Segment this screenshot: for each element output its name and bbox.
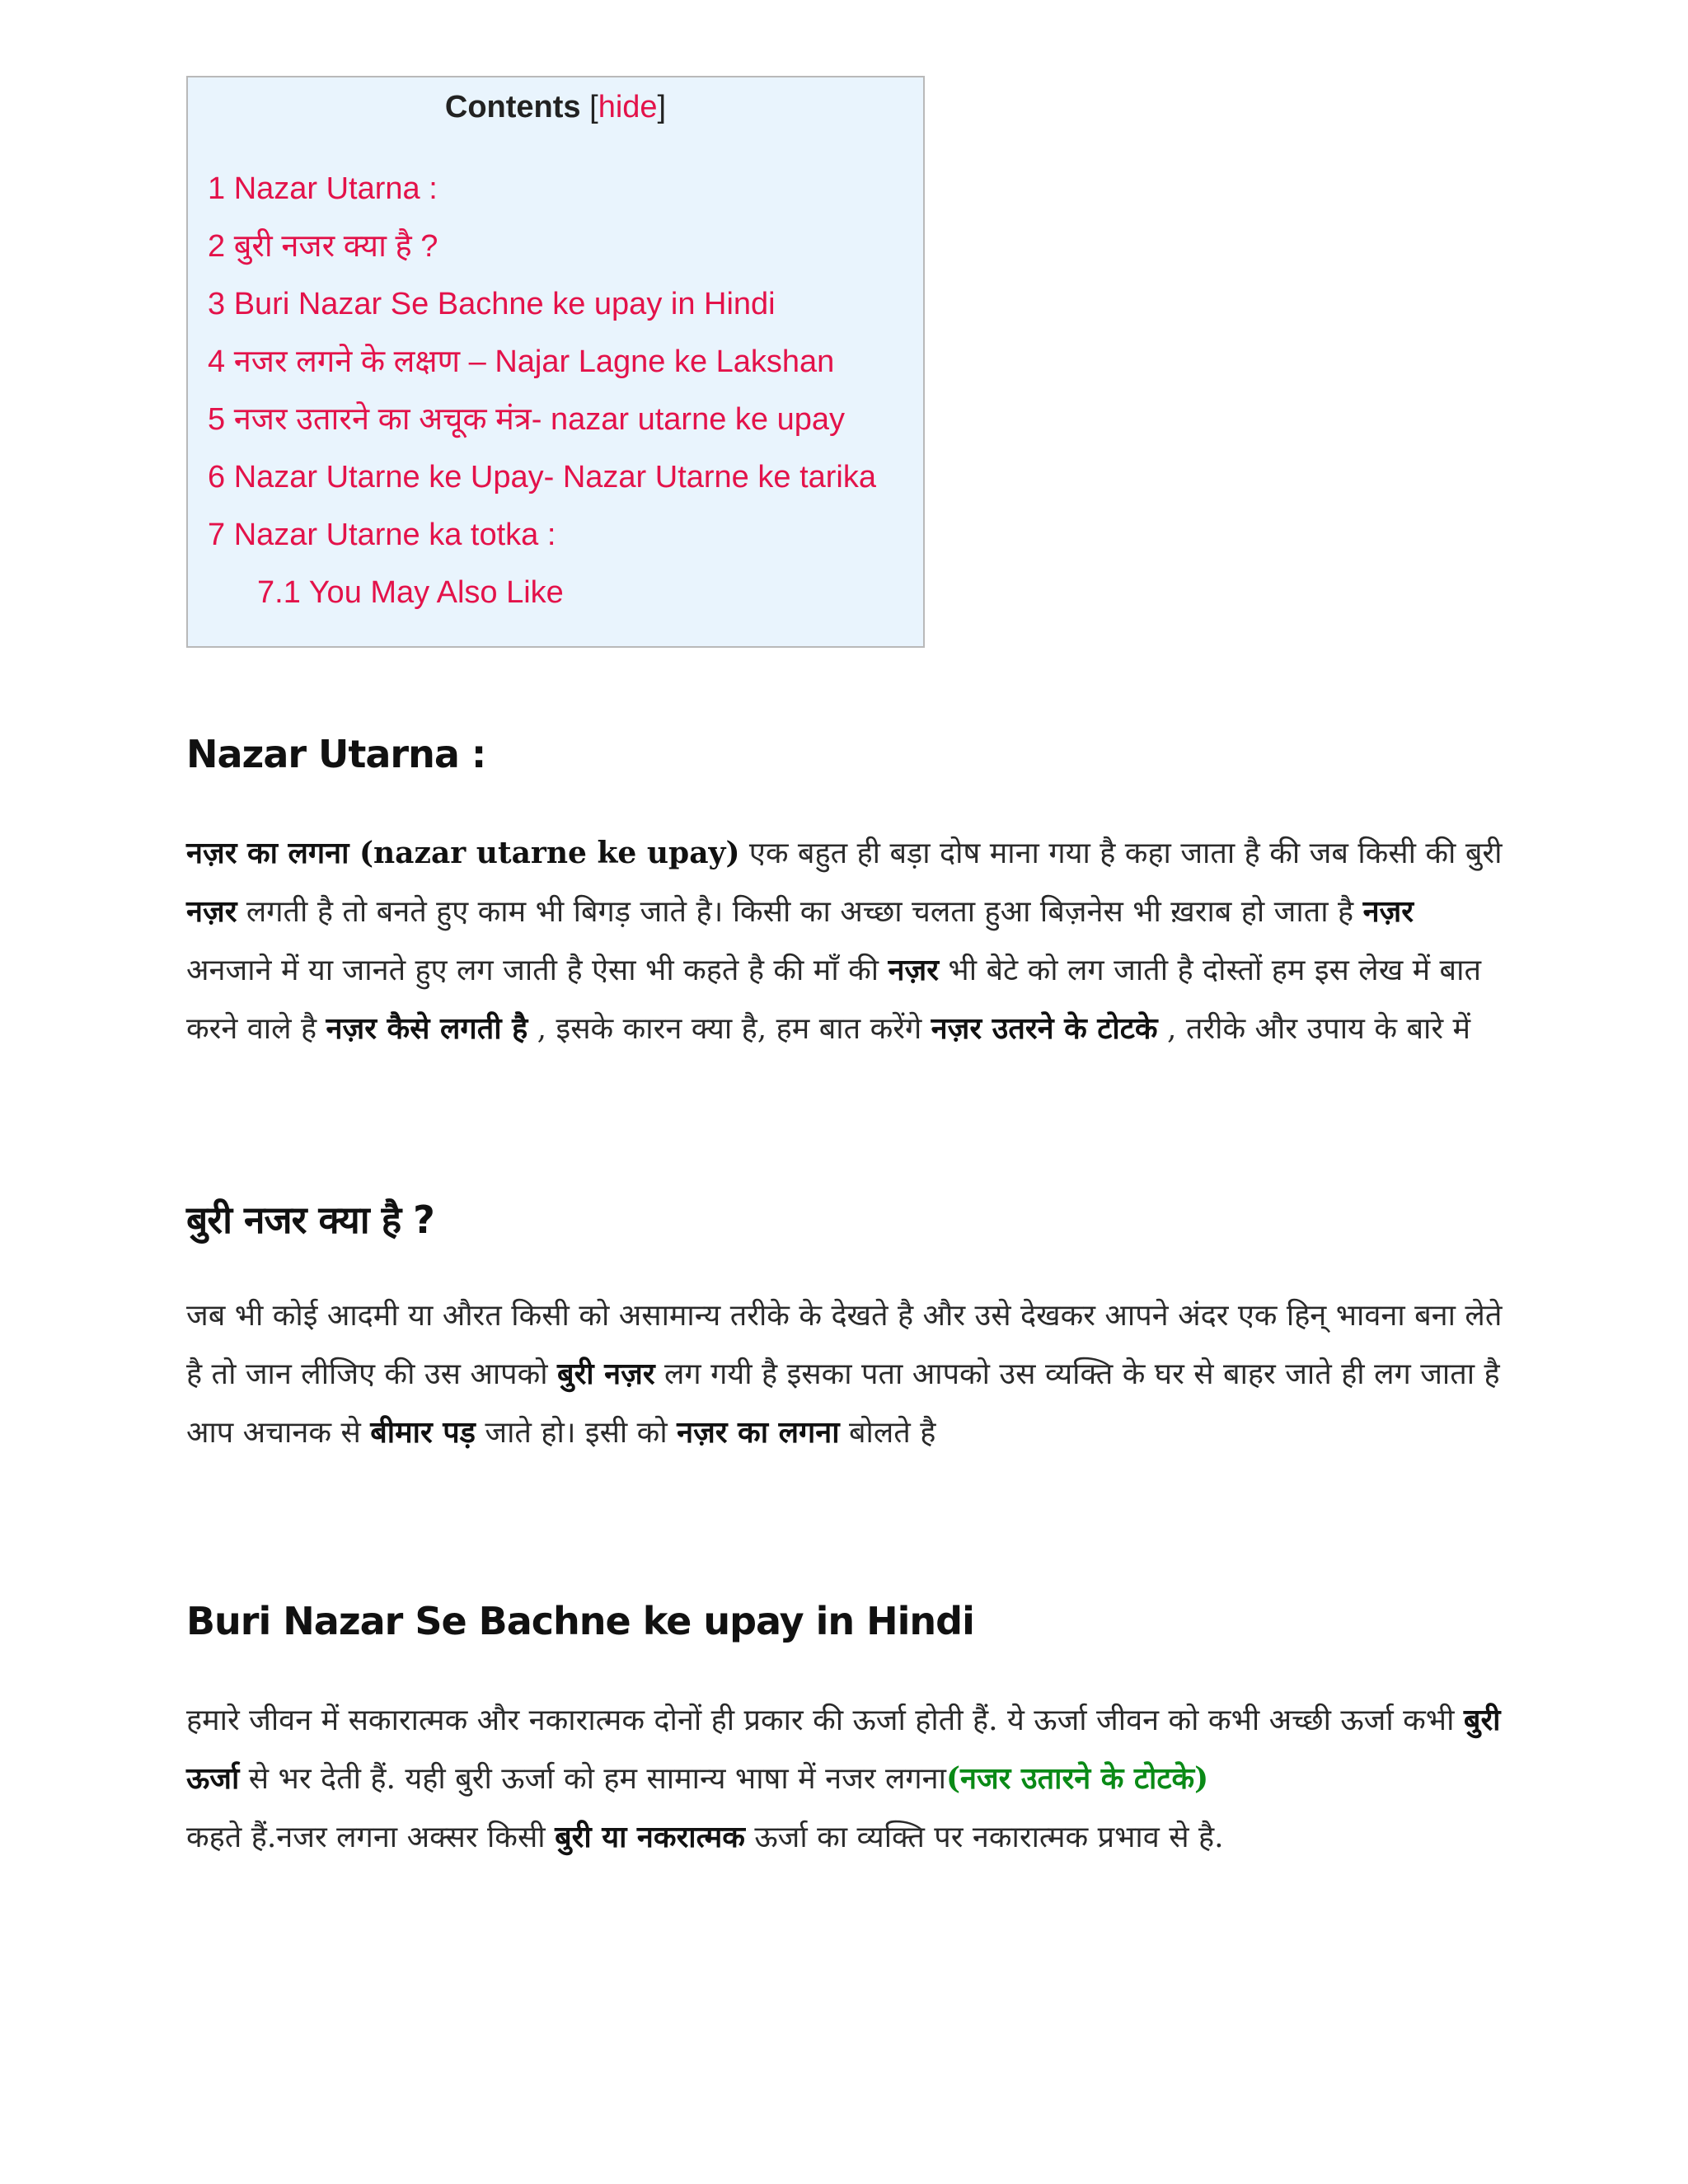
bold-keyword: बुरी नज़र: [557, 1357, 655, 1391]
toc-link-5[interactable]: 5 नजर उतारने का अचूक मंत्र- nazar utarne ke upay: [208, 402, 846, 437]
text-run: एक बहुत ही बड़ा दोष माना गया है कहा जाता है की जब किसी की बुरी: [739, 837, 1503, 870]
toc-link-2[interactable]: 2 बुरी नजर क्या है ?: [208, 229, 438, 264]
toc-link-4[interactable]: 4 नजर लगने के लक्षण – Najar Lagne ke Lakshan: [208, 344, 835, 379]
toc-bracket-open: [: [589, 90, 598, 124]
highlighted-keyword: (नजर उतारने के टोटके): [945, 1761, 1209, 1796]
toc-title: Contents: [444, 90, 581, 124]
toc-link-6[interactable]: 6 Nazar Utarne ke Upay- Nazar Utarne ke tarika: [208, 460, 876, 494]
text-run: लगती है तो बनते हुए काम भी बिगड़ जाते है। किसी का अच्छा चलता हुआ बिज़नेस भी ख़राब हो जाता है: [237, 895, 1363, 929]
bold-keyword: नज़र का लगना: [677, 1415, 840, 1450]
table-of-contents: [186, 76, 925, 648]
toc-link-7-1[interactable]: 7.1 You May Also Like: [257, 575, 564, 610]
bold-keyword: नज़र उतरने के टोटके: [931, 1011, 1158, 1046]
text-run: हमारे जीवन में सकारात्मक और नकारात्मक दोनों ही प्रकार की ऊर्जा होती हैं. ये ऊर्जा जीवन को कभी अच्छी ऊर्जा कभी: [186, 1704, 1464, 1737]
bold-keyword: नज़र: [186, 894, 237, 929]
text-run: बोलते है: [839, 1416, 936, 1450]
text-run: भी बेटे को लग जाती है दोस्तों हम इस लेख में बात करने वाले है: [186, 954, 1481, 1046]
paragraph-text: [186, 824, 1505, 1058]
toc-list: [208, 160, 876, 621]
toc-header: [188, 84, 923, 131]
section-heading-buri-nazar-se-bachne: Buri Nazar Se Bachne ke upay in Hindi: [186, 1599, 974, 1643]
section-paragraph-buri-nazar: [186, 1287, 1505, 1462]
section-heading-nazar-utarna: Nazar Utarna :: [186, 732, 486, 776]
bold-keyword: बुरी ऊर्जा: [186, 1703, 1501, 1796]
text-run: लग गयी है इसका पता आपको उस व्यक्ति के घर से बाहर जाते ही लग जाता है आप अचानक से: [186, 1357, 1500, 1450]
text-run: , तरीके और उपाय के बारे में: [1157, 1012, 1471, 1046]
toc-link-1[interactable]: 1 Nazar Utarna :: [208, 171, 438, 206]
section-heading-buri-nazar: बुरी नजर क्या है ?: [186, 1197, 434, 1242]
toc-link-3[interactable]: 3 Buri Nazar Se Bachne ke upay in Hindi: [208, 287, 776, 321]
paragraph-text: [186, 1691, 1505, 1867]
bold-keyword: बुरी या नकरात्मक: [555, 1820, 745, 1854]
bold-keyword: नज़र कैसे लगती है: [326, 1011, 528, 1046]
section-paragraph-nazar-utarna: [186, 824, 1505, 1058]
toc-hide-link[interactable]: hide: [598, 90, 658, 124]
paragraph-text: [186, 1287, 1505, 1462]
text-run: अनजाने में या जानते हुए लग जाती है ऐसा भी कहते है की माँ की: [186, 954, 889, 987]
toc-bracket-close: ]: [657, 90, 667, 124]
text-run: , इसके कारन क्या है, हम बात करेंगे: [528, 1012, 931, 1046]
bold-keyword: नज़र: [1362, 894, 1414, 929]
text-run: से भर देती हैं. यही बुरी ऊर्जा को हम सामान्य भाषा में नजर लगना: [239, 1762, 946, 1796]
text-run: कहते हैं.नजर लगना अक्सर किसी: [186, 1821, 556, 1854]
text-run: जाते हो। इसी को: [475, 1416, 678, 1450]
toc-link-7[interactable]: 7 Nazar Utarne ka totka :: [208, 518, 556, 552]
text-run: जब भी कोई आदमी या औरत किसी को असामान्य तरीके के देखते है और उसे देखकर आपने अंदर एक हिन् भावना बना लेते है तो जान लीजिए की उस आपको: [186, 1299, 1503, 1391]
section-paragraph-buri-nazar-se-bachne: [186, 1691, 1505, 1867]
bold-keyword: बीमार पड़: [370, 1415, 476, 1450]
bold-keyword: नज़र का लगना (nazar utarne ke upay): [186, 836, 740, 870]
bold-keyword: नज़र: [888, 953, 939, 987]
text-run: ऊर्जा का व्यक्ति पर नकारात्मक प्रभाव से है.: [744, 1821, 1224, 1854]
